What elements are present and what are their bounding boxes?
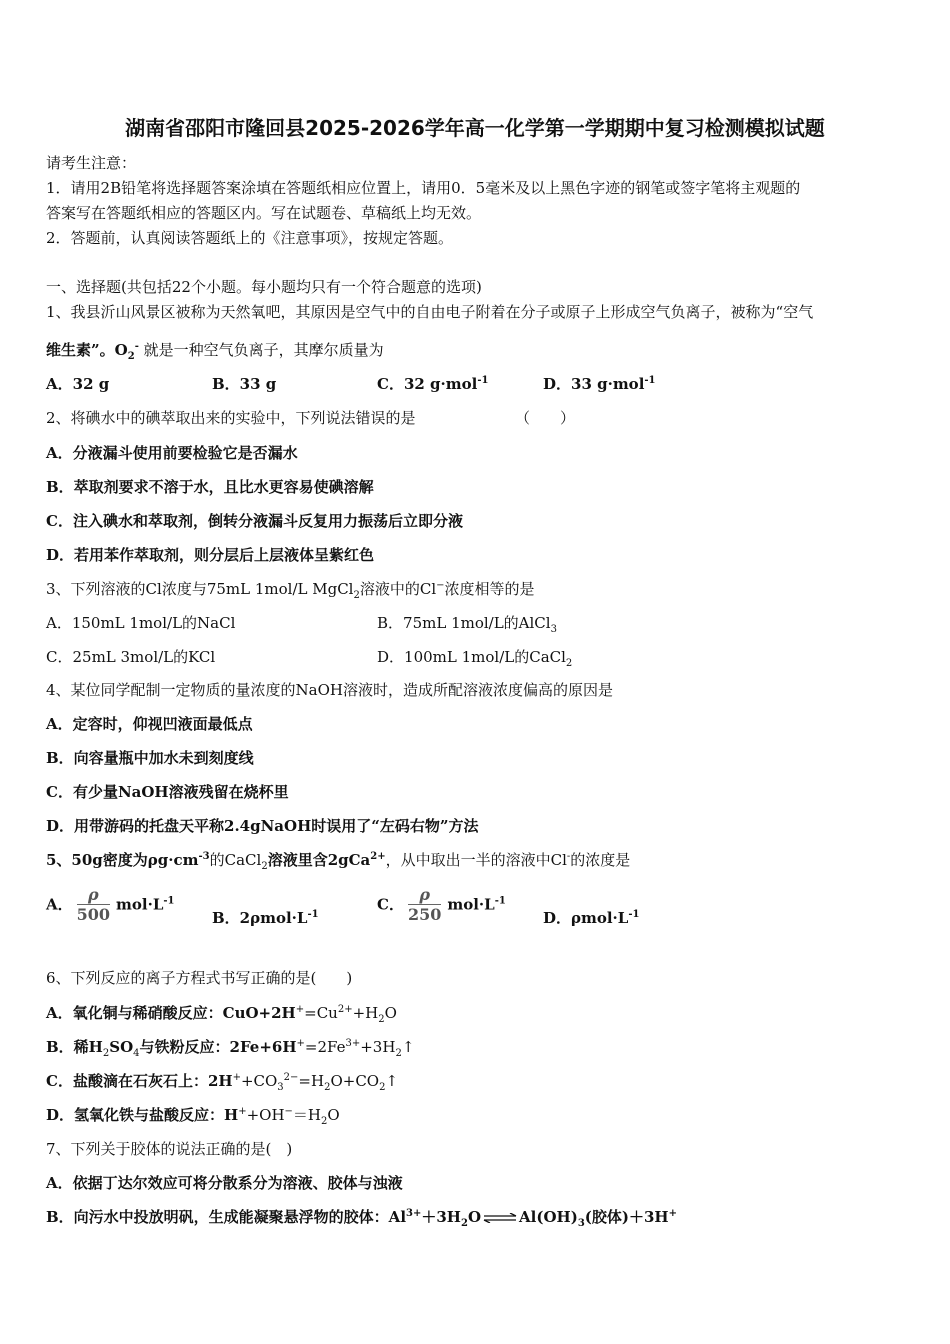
q7-b-1: B．向污水中投放明矾，生成能凝聚悬浮物的胶体：Al [46, 1208, 407, 1226]
q6-c-3: =H [298, 1072, 325, 1090]
q7-b-sup2: + [668, 1208, 677, 1219]
q1-option-d[interactable] [543, 374, 656, 394]
q3-option-a[interactable]: A．150mL 1mol/L的NaCl [46, 614, 236, 632]
q7-b-4: Al(OH) [519, 1208, 578, 1226]
q1-option-d-text: D．33 g·mol [543, 375, 645, 393]
q1-option-b[interactable]: B．33 g [212, 375, 277, 393]
q2-option-d[interactable]: D．若用苯作萃取剂，则分层后上层液体呈紫红色 [46, 546, 375, 564]
q6-d-sub: 2 [321, 1116, 328, 1127]
q6-a-sub: 2 [378, 1014, 385, 1025]
q6-a-1: A．氧化铜与稀硝酸反应：CuO+2H [46, 1004, 296, 1022]
q1-sub: 2 [127, 351, 135, 362]
q6-option-a[interactable] [46, 1003, 397, 1023]
q5-option-a-sup: -1 [163, 895, 175, 907]
q6-a-2: =Cu [304, 1004, 338, 1022]
q1-option-c-text: C．32 g·mol [377, 375, 478, 393]
q6-b-sup2: 3+ [345, 1038, 361, 1049]
q3-option-b-text: B．75mL 1mol/L的AlCl [377, 614, 551, 632]
q6-a-sup2: 2+ [337, 1004, 353, 1015]
q1-option-d-sup: -1 [644, 375, 656, 386]
q5-option-a-fraction [77, 886, 110, 925]
notice-heading: 请考生注意： [46, 154, 137, 172]
q6-b-4: =2Fe [304, 1038, 346, 1056]
q6-c-sup1: + [232, 1072, 241, 1083]
q7-b-2: ＋3H [421, 1208, 461, 1226]
q6-b-sup1: + [296, 1038, 305, 1049]
q6-c-sub2: 2 [324, 1082, 331, 1093]
q6-b-sub1: 2 [102, 1048, 110, 1059]
q6-a-4: O [384, 1004, 397, 1022]
question-4-stem: 4、某位同学配制一定物质的量浓度的NaOH溶液时，造成所配溶液浓度偏高的原因是 [46, 681, 613, 699]
q3-option-c[interactable]: C．25mL 3mol/L的KCl [46, 648, 216, 666]
question-6-stem: 6、下列反应的离子方程式书写正确的是( ) [46, 969, 353, 987]
q5-option-a-denominator: 500 [76, 905, 111, 924]
q7-b-sub2: 3 [577, 1218, 585, 1229]
q5-stem-a: 5、50g密度为ρg·cm [46, 851, 199, 869]
q5-stem-d: ，从中取出一半的溶液中Cl [385, 851, 567, 869]
q3-option-b-sub: 3 [550, 624, 557, 635]
q5-option-c-label: C． [377, 895, 404, 914]
q5-stem-c: 溶液里含2gCa [267, 851, 371, 869]
q6-d-1: D．氢氧化铁与盐酸反应：H [46, 1106, 239, 1124]
q6-d-3: ＝H [292, 1106, 322, 1124]
q4-option-a[interactable]: A．定容时，仰视凹液面最低点 [46, 715, 253, 733]
q6-c-sub3: 2 [379, 1082, 386, 1093]
q3-stem-c: 浓度相等的是 [444, 580, 535, 598]
q2-option-a[interactable]: A．分液漏斗使用前要检验它是否漏水 [46, 444, 298, 462]
q2-option-b[interactable]: B．萃取剂要求不溶于水，且比水更容易使碘溶解 [46, 478, 374, 496]
q3-stem-b: 溶液中的Cl [359, 580, 437, 598]
q3-stem-sup: − [436, 580, 445, 591]
q6-a-3: +H [352, 1004, 379, 1022]
q7-option-a[interactable]: A．依据丁达尔效应可将分散系分为溶液、胶体与浊液 [46, 1174, 403, 1192]
q3-stem-sub: 2 [353, 590, 360, 601]
notice-line-1: 1．请用2B铅笔将选择题答案涂填在答题纸相应位置上，请用0．5毫米及以上黑色字迹的钢笔或签字笔将主观题的 [46, 179, 801, 197]
q6-b-sub3: 2 [395, 1048, 402, 1059]
q2-option-c[interactable]: C．注入碘水和萃取剂，倒转分液漏斗反复用力振荡后立即分液 [46, 512, 463, 530]
q6-c-5: ↑ [385, 1072, 399, 1090]
q1-option-c[interactable] [377, 374, 488, 394]
q6-c-1: C．盐酸滴在石灰石上：2H [46, 1072, 233, 1090]
q5-option-c-denominator: 250 [407, 905, 442, 924]
q5-option-b[interactable] [212, 908, 319, 928]
q5-option-b-sup: -1 [307, 909, 319, 920]
q7-b-3: O [467, 1208, 482, 1226]
q7-b-5: (胶体)＋3H [584, 1208, 669, 1226]
q7-b-sup1: 3+ [406, 1208, 422, 1219]
equilibrium-arrow-icon [483, 1213, 517, 1223]
q6-b-1: B．稀H [46, 1038, 103, 1056]
q5-option-d-sup: -1 [628, 909, 640, 920]
q6-d-sup1: + [238, 1106, 247, 1117]
q6-c-sub1: 3 [277, 1082, 284, 1093]
q5-option-d[interactable] [543, 908, 639, 928]
q4-option-d[interactable]: D．用带游码的托盘天平称2.4gNaOH时误用了“左码右物”方法 [46, 817, 479, 835]
q3-option-d-text: D．100mL 1mol/L的CaCl [377, 648, 566, 666]
q5-option-a-unit: mol·L [116, 895, 164, 914]
q6-option-d[interactable] [46, 1105, 340, 1125]
q4-option-c[interactable]: C．有少量NaOH溶液残留在烧杯里 [46, 783, 289, 801]
q5-option-c-numerator: ρ [408, 886, 441, 905]
q5-stem-sup2: 2+ [370, 851, 386, 862]
q6-d-4: O [327, 1106, 340, 1124]
q5-stem-sup1: -3 [198, 851, 210, 862]
q5-stem-sup3: - [566, 851, 571, 862]
notice-line-3: 2．答题前，认真阅读答题纸上的《注意事项》，按规定答题。 [46, 229, 454, 247]
q1-sup: - [134, 341, 139, 352]
q6-c-sup2: 2− [283, 1072, 299, 1083]
q5-option-c-fraction [408, 886, 441, 925]
q5-option-c-sup: -1 [494, 895, 506, 907]
question-2-stem: 2、将碘水中的碘萃取出来的实验中，下列说法错误的是 [46, 409, 416, 427]
q7-option-b[interactable] [46, 1207, 677, 1227]
q5-option-c-unit: mol·L [447, 895, 495, 914]
q5-option-b-text: B．2ρmol·L [212, 909, 308, 927]
question-5-stem [46, 850, 630, 870]
q1-option-a[interactable]: A．32 g [46, 375, 110, 393]
q3-option-b[interactable] [377, 613, 557, 633]
section-heading: 一、选择题(共包括22个小题。每小题均只有一个符合题意的选项) [46, 278, 482, 296]
question-1-stem-line-2 [46, 340, 384, 360]
notice-line-2: 答案写在答题纸相应的答题区内。写在试题卷、草稿纸上均无效。 [46, 204, 482, 222]
q6-b-sub2: 4 [133, 1048, 140, 1059]
q3-option-d[interactable] [377, 647, 572, 667]
q1-text-a: 维生素”。 [46, 341, 115, 359]
q5-stem-e: 的浓度是 [570, 851, 631, 869]
question-1-stem-line-1: 1、我县沂山风景区被称为天然氧吧，其原因是空气中的自由电子附着在分子或原子上形成空气负离子，被称为“空气 [46, 303, 814, 321]
q6-b-2: SO [109, 1038, 134, 1056]
q6-d-sup2: − [284, 1106, 293, 1117]
q6-c-4: O+CO [330, 1072, 380, 1090]
q6-b-3: 与铁粉反应：2Fe+6H [139, 1038, 297, 1056]
q5-option-d-text: D．ρmol·L [543, 909, 629, 927]
q1-text-b: 就是一种空气负离子，其摩尔质量为 [143, 341, 384, 359]
question-7-stem: 7、下列关于胶体的说法正确的是( ) [46, 1140, 293, 1158]
q5-option-a-label: A． [46, 895, 73, 914]
q4-option-b[interactable]: B．向容量瓶中加水未到刻度线 [46, 749, 254, 767]
q6-b-6: ↑ [401, 1038, 415, 1056]
q6-d-2: +OH [246, 1106, 285, 1124]
q2-answer-blank: （ ） [515, 409, 576, 427]
q6-a-sup1: + [295, 1004, 305, 1015]
question-3-stem [46, 579, 535, 599]
q1-formula: O [114, 341, 128, 359]
q6-option-c[interactable] [46, 1071, 398, 1091]
page-title: 湖南省邵阳市隆回县2025-2026学年高一化学第一学期期中复习检测模拟试题 [125, 116, 825, 140]
q5-stem-b: 的CaCl [209, 851, 262, 869]
q7-b-sub1: 2 [461, 1218, 468, 1229]
q5-option-a[interactable] [46, 886, 175, 925]
q6-b-5: +3H [360, 1038, 396, 1056]
q1-option-c-sup: -1 [477, 375, 489, 386]
q5-option-a-numerator: ρ [77, 886, 110, 905]
q5-option-c[interactable] [377, 886, 506, 925]
q6-c-2: +CO [240, 1072, 278, 1090]
q3-stem-a: 3、下列溶液的Cl浓度与75mL 1mol/L MgCl [46, 580, 354, 598]
q3-option-d-sub: 2 [565, 658, 573, 669]
q6-option-b[interactable] [46, 1037, 414, 1057]
q5-stem-sub: 2 [261, 861, 268, 872]
